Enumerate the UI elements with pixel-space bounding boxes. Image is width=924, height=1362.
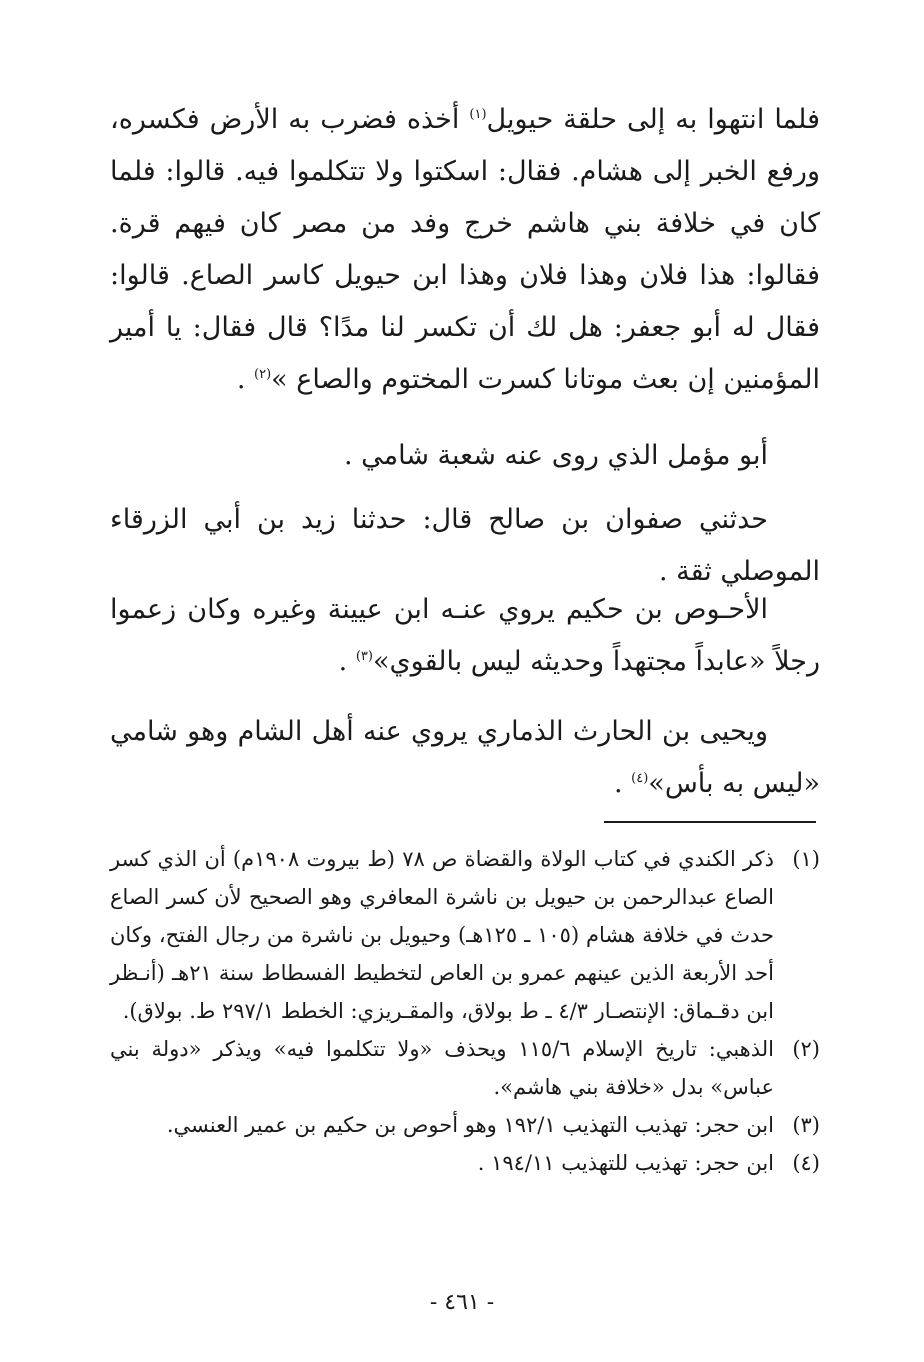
footnote-text: ابن حجر: تهذيب للتهذيب ١٩٤/١١ . (477, 1151, 774, 1175)
paragraph-text: أخذه فضرب به الأرض فكسره، ورفع الخبر إلى هشام. فقال: اسكتوا ولا تتكلموا فيه. قالوا: فلما كان في خلافة بني هاشم خرج وفد من مصر كان فيهم قرة. فقالوا: هذا فلان وهذا فلان وهذا ابن حيويل كاسر الصاع. قالوا: فقال له أبو جعفر: هل لك أن تكسر لنا مدًا؟ قال فقال: يا أمير المؤمنين إن بعث موتانا كسرت المختوم والصاع » (110, 104, 820, 395)
footnote-ref-1[interactable]: (١) (469, 107, 487, 122)
main-paragraph-1 (110, 94, 820, 406)
footnote-2 (110, 1030, 820, 1106)
footnote-4 (110, 1144, 820, 1182)
paragraph-text: . (236, 364, 255, 395)
footnote-ref-2[interactable]: (٢) (254, 367, 272, 382)
footnote-text: ذكر الكندي في كتاب الولاة والقضاة ص ٧٨ (ط بيروت ١٩٠٨م) أن الذي كسر الصاع عبدالرحمن بن حيويل بن ناشرة المعافري وهو الصحيح لأن كسر الصاع حدث في خلافة هشام (١٠٥ ـ ١٢٥هـ) وحيويل بن ناشرة من رجال الفتح، وكان أحد الأربعة الذين عينهم عمرو بن العاص لتخطيط الفسطاط سنة ٢١هـ (أنـظر ابن دقـماق: الإنتصـار ٤/٣ ـ ط بولاق، والمقـريزي: الخطط ٢٩٧/١ ط. بولاق). (110, 847, 774, 1023)
paragraph-text: أبو مؤمل الذي روى عنه شعبة شامي . (343, 440, 768, 471)
main-paragraph-5 (110, 706, 820, 810)
footnote-number: (٢) (792, 1037, 820, 1061)
paragraph-text: فلما انتهوا به إلى حلقة حيويل (486, 104, 821, 135)
paragraph-text: الأحـوص بن حكيم يروي عنـه ابن عيينة وغيره وكان زعموا رجلاً «عابداً مجتهداً وحديثه ليس بالقوي» (110, 594, 820, 677)
footnote-separator (604, 821, 816, 823)
main-paragraph-4 (110, 584, 820, 688)
footnote-number: (١) (792, 847, 820, 871)
footnotes-section (110, 840, 820, 1182)
footnote-1 (110, 840, 820, 1030)
paragraph-text: . (613, 768, 632, 799)
paragraph-text: . (338, 646, 356, 677)
footnote-number: (٤) (792, 1151, 820, 1175)
main-paragraph-2 (110, 430, 820, 482)
page-number: - ٤٦١ - (429, 1290, 495, 1315)
main-paragraph-3 (110, 494, 820, 598)
footnote-text: الذهبي: تاريخ الإسلام ١١٥/٦ ويحذف «ولا تتكلموا فيه» ويذكر «دولة بني عباس» بدل «خلافة بني هاشم». (110, 1037, 774, 1099)
paragraph-text: ويحيى بن الحارث الذماري يروي عنه أهل الشام وهو شامي «ليس به بأس» (110, 716, 820, 799)
footnote-ref-3[interactable]: (٣) (355, 649, 373, 664)
footnote-number: (٣) (792, 1113, 820, 1137)
footnote-3 (110, 1106, 820, 1144)
footnote-text: ابن حجر: تهذيب التهذيب ١٩٢/١ وهو أحوص بن حكيم بن عمير العنسي. (166, 1113, 774, 1137)
footnote-ref-4[interactable]: (٤) (631, 771, 649, 786)
paragraph-text: حدثني صفوان بن صالح قال: حدثنا زيد بن أبي الزرقاء الموصلي ثقة . (110, 504, 820, 587)
